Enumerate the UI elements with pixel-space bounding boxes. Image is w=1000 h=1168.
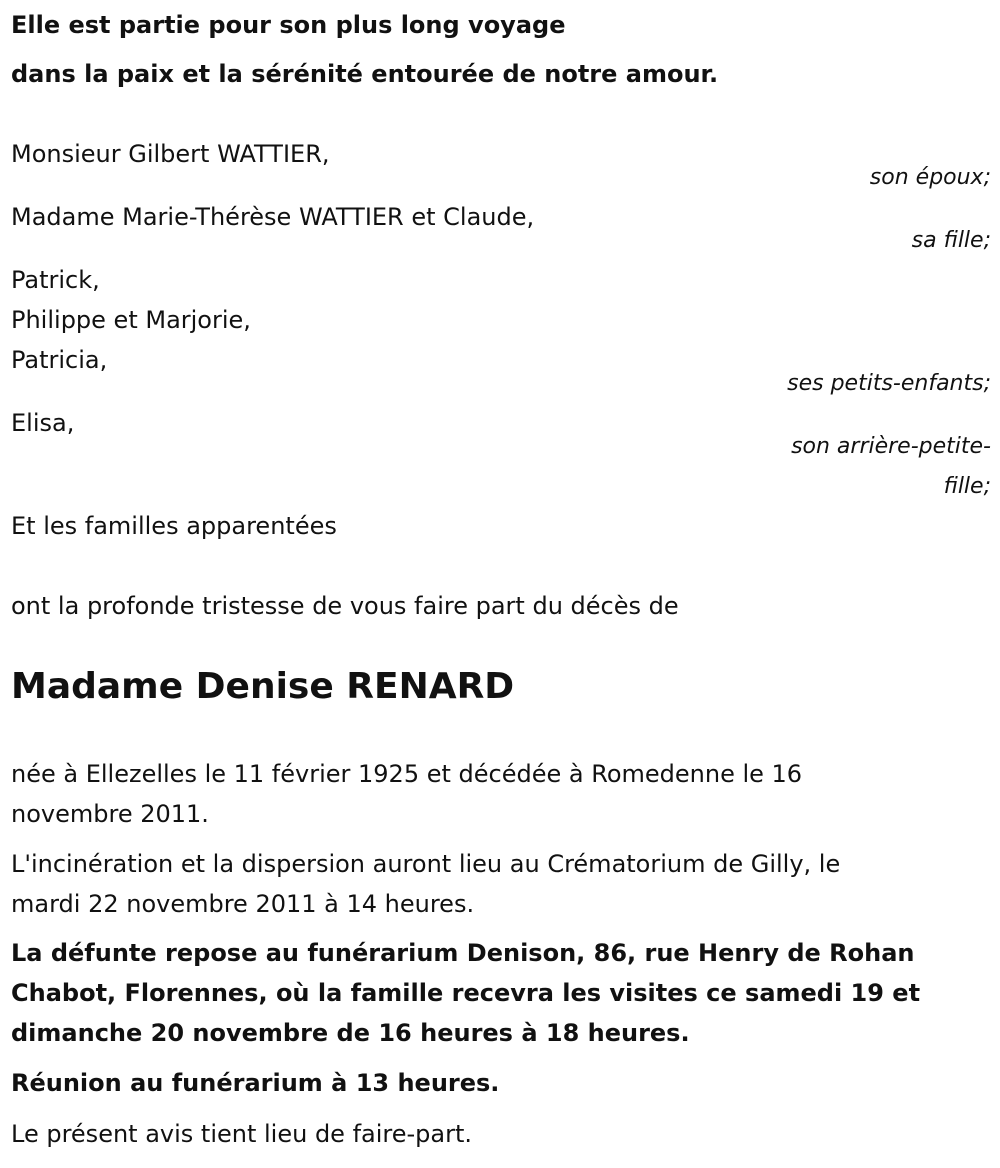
notice-line: Le présent avis tient lieu de faire-part. bbox=[11, 1120, 473, 1148]
grandchild-name: Patricia, bbox=[11, 346, 108, 374]
spouse-role: son époux; bbox=[869, 165, 991, 190]
visitation-line-cont: dimanche 20 novembre de 16 heures à 18 heures. bbox=[11, 1019, 690, 1047]
deceased-name: Madame Denise RENARD bbox=[11, 666, 515, 707]
cremation-line-cont: mardi 22 novembre 2011 à 14 heures. bbox=[11, 890, 475, 918]
daughter-name: Madame Marie-Thérèse WATTIER et Claude, bbox=[11, 203, 535, 231]
announcement-line: ont la profonde tristesse de vous faire part du décès de bbox=[11, 592, 679, 620]
grandchild-name: Philippe et Marjorie, bbox=[11, 306, 251, 334]
meeting-line: Réunion au funérarium à 13 heures. bbox=[11, 1069, 500, 1097]
intro-line-2: dans la paix et la sérénité entourée de notre amour. bbox=[11, 60, 719, 88]
great-grandchild-role: son arrière-petite- bbox=[791, 434, 991, 459]
great-grandchild-role-cont: fille; bbox=[943, 474, 991, 499]
birth-death-line-cont: novembre 2011. bbox=[11, 800, 209, 828]
obituary-notice bbox=[11, 0, 991, 1168]
visitation-line-cont: Chabot, Florennes, où la famille recevra les visites ce samedi 19 et bbox=[11, 979, 921, 1007]
grandchild-name: Patrick, bbox=[11, 266, 100, 294]
visitation-line: La défunte repose au funérarium Denison, 86, rue Henry de Rohan bbox=[11, 939, 915, 967]
spouse-name: Monsieur Gilbert WATTIER, bbox=[11, 140, 330, 168]
great-grandchild-name: Elisa, bbox=[11, 409, 75, 437]
daughter-role: sa fille; bbox=[911, 228, 991, 253]
intro-line-1: Elle est partie pour son plus long voyage bbox=[11, 11, 566, 39]
relatives-line: Et les familles apparentées bbox=[11, 512, 337, 540]
cremation-line: L'incinération et la dispersion auront lieu au Crématorium de Gilly, le bbox=[11, 850, 841, 878]
grandchildren-role: ses petits-enfants; bbox=[787, 371, 991, 396]
birth-death-line: née à Ellezelles le 11 février 1925 et décédée à Romedenne le 16 bbox=[11, 760, 803, 788]
